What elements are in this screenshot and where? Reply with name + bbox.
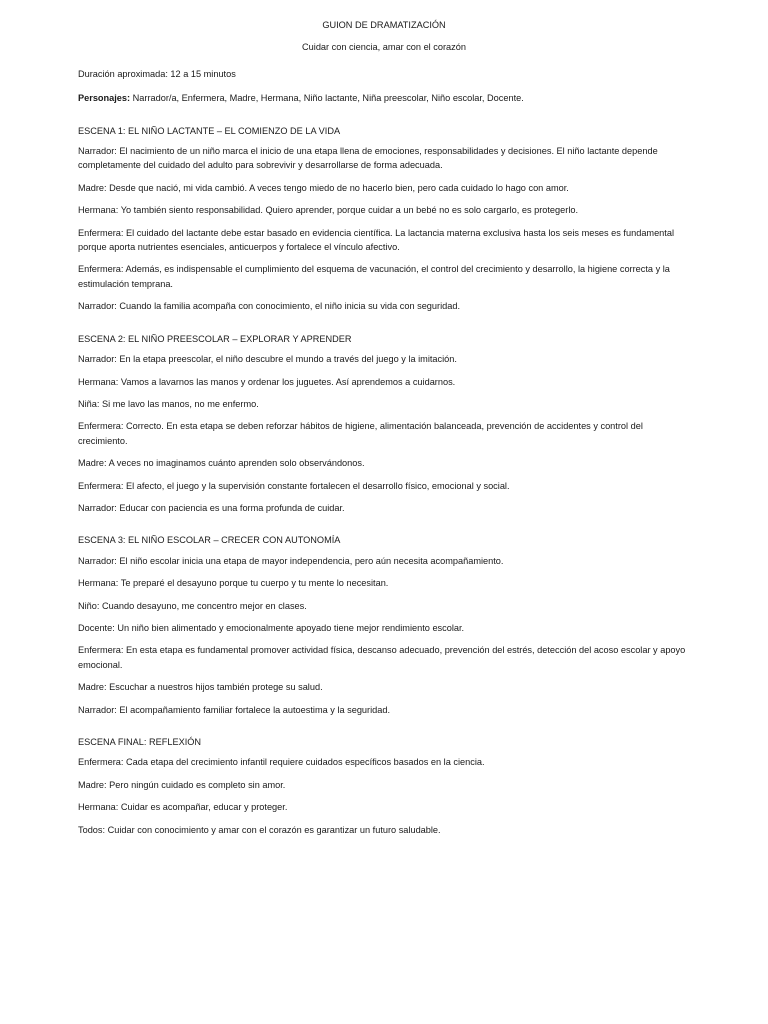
dialogue-line: Niña: Si me lavo las manos, no me enfermo. [78, 398, 259, 409]
document-title: GUION DE DRAMATIZACIÓN [322, 20, 446, 30]
document-subtitle: Cuidar con ciencia, amar con el corazón [302, 42, 466, 53]
dialogue-line: Niño: Cuando desayuno, me concentro mejor en clases. [78, 600, 307, 611]
dialogue-line: Hermana: Te preparé el desayuno porque tu cuerpo y tu mente lo necesitan. [78, 578, 389, 589]
scene-heading: ESCENA FINAL: REFLEXIÓN [78, 737, 202, 747]
dialogue-line: Madre: Desde que nació, mi vida cambió. A veces tengo miedo de no hacerlo bien, pero cada cuidado lo hago con amor. [78, 182, 569, 193]
dialogue-line: Enfermera: El afecto, el juego y la supervisión constante fortalecen el desarrollo físico, emocional y social. [78, 480, 510, 491]
duration-line: Duración aproximada: 12 a 15 minutos [78, 68, 236, 79]
dialogue-line: Madre: A veces no imaginamos cuánto aprenden solo observándonos. [78, 458, 365, 469]
scene-2 [78, 332, 690, 516]
dialogue-line: Hermana: Cuidar es acompañar, educar y proteger. [78, 802, 288, 813]
document-page [78, 18, 690, 837]
dialogue-line: Narrador: Educar con paciencia es una forma profunda de cuidar. [78, 502, 345, 513]
dialogue-line: Madre: Pero ningún cuidado es completo sin amor. [78, 779, 286, 790]
dialogue-line: Todos: Cuidar con conocimiento y amar con el corazón es garantizar un futuro saludable. [78, 824, 441, 835]
characters-list: Narrador/a, Enfermera, Madre, Hermana, Niño lactante, Niña preescolar, Niño escolar, Docente. [130, 93, 524, 104]
scene-final [78, 735, 690, 837]
dialogue-line: Narrador: En la etapa preescolar, el niño descubre el mundo a través del juego y la imitación. [78, 354, 457, 365]
scene-heading: ESCENA 3: EL NIÑO ESCOLAR – CRECER CON AUTONOMÍA [78, 535, 341, 546]
dialogue-line: Hermana: Vamos a lavarnos las manos y ordenar los juguetes. Así aprendemos a cuidarnos. [78, 376, 456, 387]
scene-3 [78, 533, 690, 717]
dialogue-line: Hermana: Yo también siento responsabilidad. Quiero aprender, porque cuidar a un bebé no es solo cargarlo, es protegerlo. [78, 205, 579, 216]
dialogue-line: Madre: Escuchar a nuestros hijos también protege su salud. [78, 682, 323, 693]
dialogue-line: Enfermera: Cada etapa del crecimiento infantil requiere cuidados específicos basados en la ciencia. [78, 757, 485, 768]
dialogue-line: Narrador: Cuando la familia acompaña con conocimiento, el niño inicia su vida con seguridad. [78, 301, 461, 312]
scene-heading: ESCENA 1: EL NIÑO LACTANTE – EL COMIENZO DE LA VIDA [78, 125, 341, 136]
scene-heading: ESCENA 2: EL NIÑO PREESCOLAR – EXPLORAR Y APRENDER [78, 333, 352, 344]
dialogue-line: Docente: Un niño bien alimentado y emocionalmente apoyado tiene mejor rendimiento escolar. [78, 622, 465, 633]
scene-1 [78, 124, 690, 314]
dialogue-line: Enfermera: Además, es indispensable el cumplimiento del esquema de vacunación, el control del crecimiento y desarrollo, la higiene correcta y la estimulación temprana. [78, 264, 670, 289]
dialogue-line: Narrador: El nacimiento de un niño marca el inicio de una etapa llena de emociones, responsabilidades y decisiones. El niño lactante depende completamente del cuidado del adulto para sobrevivir y desarrollarse de forma adecuada. [78, 146, 658, 171]
dialogue-line: Enfermera: En esta etapa es fundamental promover actividad física, descanso adecuado, prevención del estrés, detección del acoso escolar y apoyo emocional. [78, 645, 686, 670]
dialogue-line: Enfermera: Correcto. En esta etapa se deben reforzar hábitos de higiene, alimentación balanceada, prevención de accidentes y control del crecimiento. [78, 421, 643, 446]
characters-line [78, 91, 690, 105]
dialogue-line: Narrador: El niño escolar inicia una etapa de mayor independencia, pero aún necesita acompañamiento. [78, 555, 504, 566]
dialogue-line: Narrador: El acompañamiento familiar fortalece la autoestima y la seguridad. [78, 704, 391, 715]
characters-label: Personajes: [78, 93, 131, 104]
dialogue-line: Enfermera: El cuidado del lactante debe estar basado en evidencia científica. La lactancia materna exclusiva hasta los seis meses es fundamental porque aporta nutrientes esenciales, anticuerpos y fortalece el vínculo afectivo. [78, 227, 674, 253]
